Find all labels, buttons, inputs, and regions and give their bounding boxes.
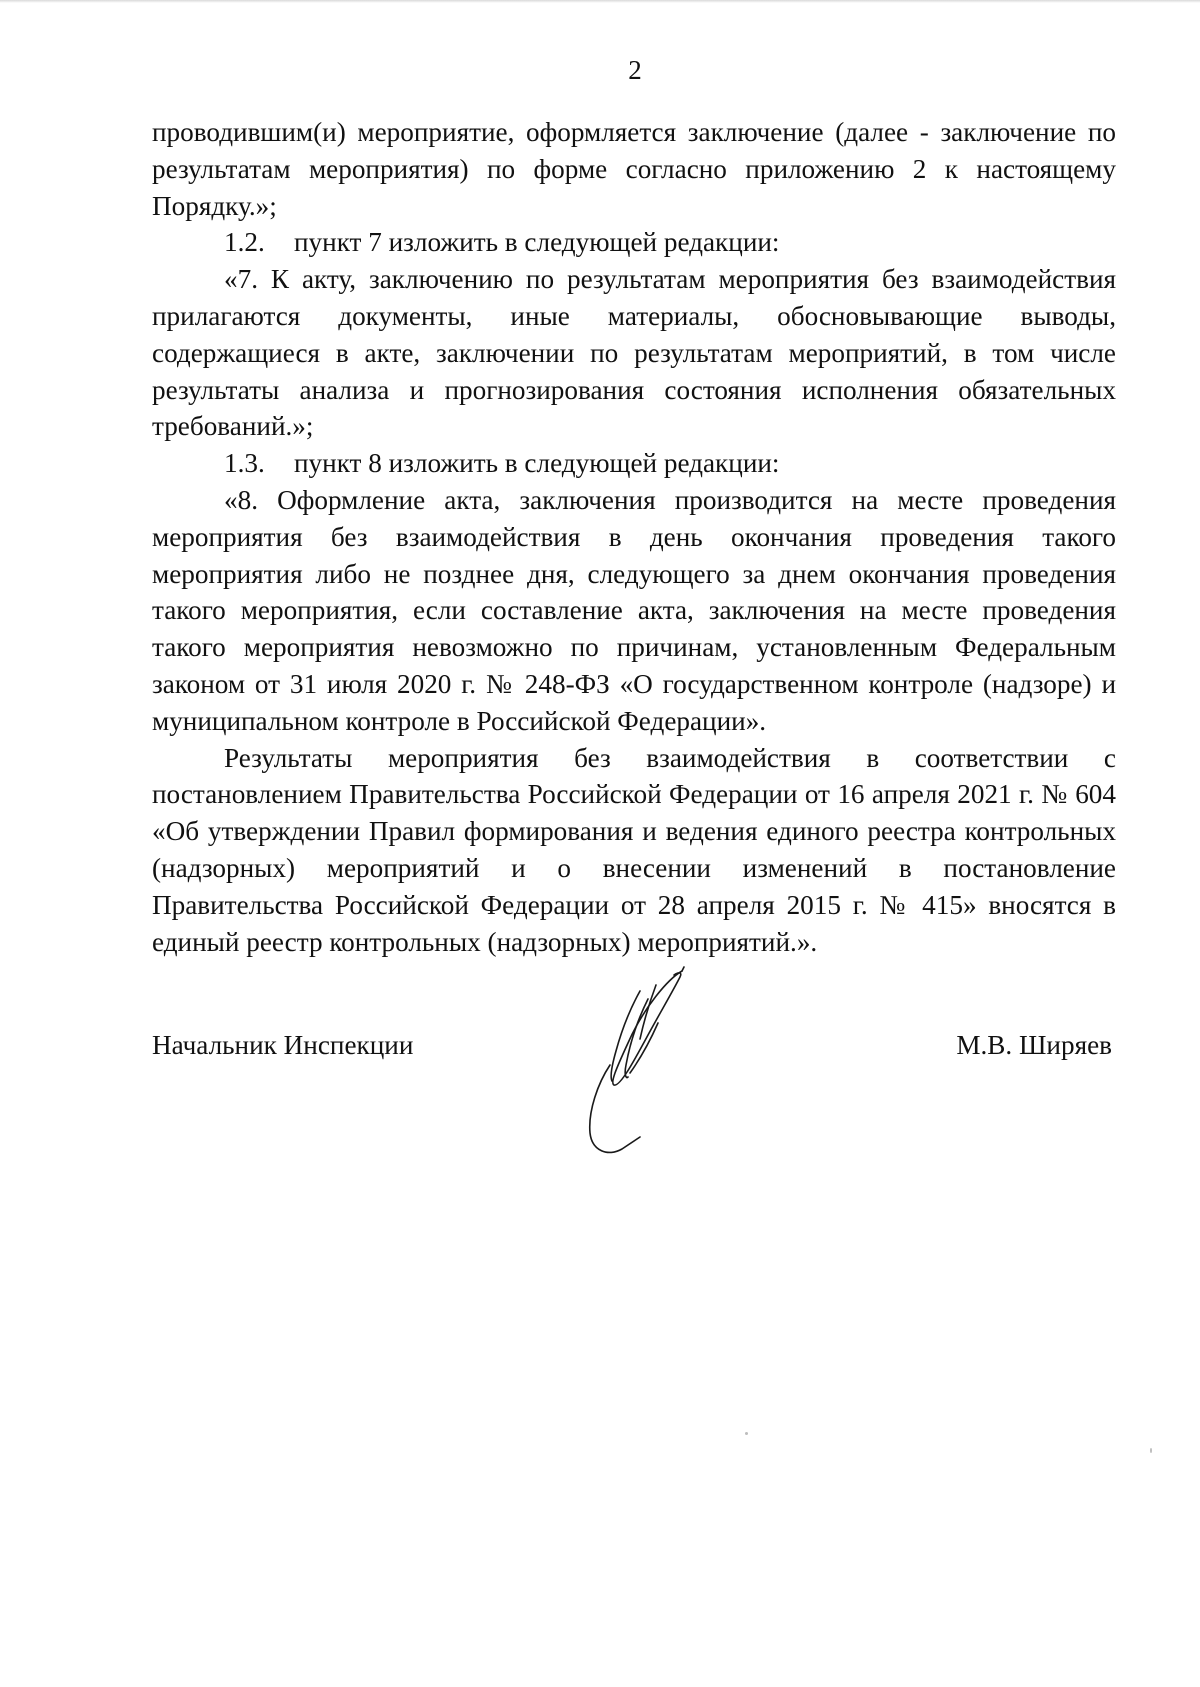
list-item-number: 1.3. bbox=[224, 448, 265, 479]
signatory-title: Начальник Инспекции bbox=[152, 1030, 414, 1060]
list-item-1-2 bbox=[152, 224, 1116, 261]
document-body bbox=[152, 114, 1116, 960]
list-item-text: пункт 7 изложить в следующей редакции: bbox=[294, 227, 780, 258]
scan-speck bbox=[745, 1432, 748, 1435]
scan-edge bbox=[0, 0, 1200, 3]
scan-speck bbox=[1150, 1448, 1152, 1453]
list-item-1-3 bbox=[152, 445, 1116, 482]
handwritten-signature bbox=[570, 965, 700, 1165]
paragraph-point-7: «7. К акту, заключению по результатам мероприятия без взаимодействия прилагаются документы, иные материалы, обосновывающие выводы, содержащиеся в акте, заключении по результатам мероприятий, в том числе результаты анализа и прогнозирования состояния исполнения обязательных требований.»; bbox=[152, 264, 1116, 442]
signatory-name: М.В. Ширяев bbox=[956, 1030, 1112, 1060]
paragraph-continuation: проводившим(и) мероприятие, оформляется заключение (далее - заключение по результатам мероприятия) по форме согласно приложению 2 к настоящему Порядку.»; bbox=[152, 117, 1116, 221]
page-number: 2 bbox=[628, 55, 642, 85]
list-item-text: пункт 8 изложить в следующей редакции: bbox=[294, 448, 780, 479]
list-item-number: 1.2. bbox=[224, 227, 265, 258]
paragraph-point-8: «8. Оформление акта, заключения производится на месте проведения мероприятия без взаимодействия в день окончания проведения такого мероприятия либо не позднее дня, следующего за днем окончания проведения такого мероприятия, если составление акта, заключения на месте проведения такого мероприятия невозможно по причинам, установленным Федеральным законом от 31 июля 2020 г. № 248-ФЗ «О государственном контроле (надзоре) и муниципальном контроле в Российской Федерации». bbox=[152, 484, 1116, 736]
paragraph-results: Результаты мероприятия без взаимодействия в соответствии с постановлением Правительства Российской Федерации от 16 апреля 2021 г. № 604 «Об утверждении Правил формирования и ведения единого реестра контрольных (надзорных) мероприятий и о внесении изменений в постановление Правительства Российской Федерации от 28 апреля 2015 г. № 415» вносятся в единый реестр контрольных (надзорных) мероприятий.». bbox=[152, 742, 1116, 957]
